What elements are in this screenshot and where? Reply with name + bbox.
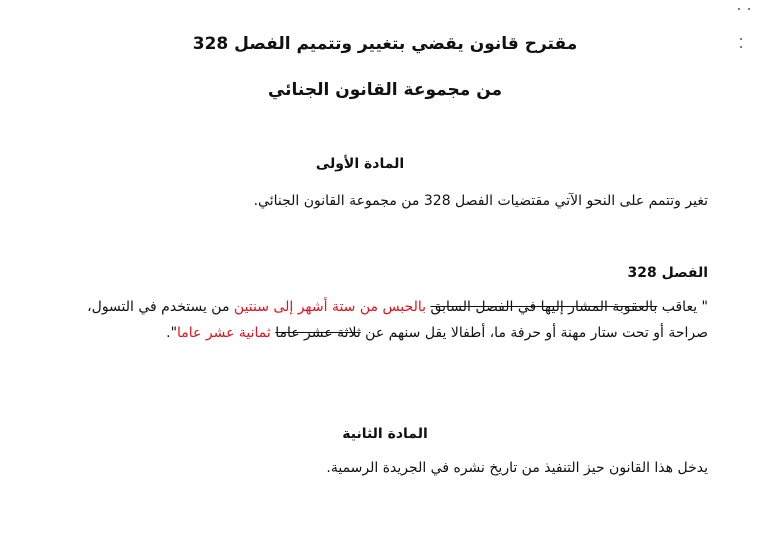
chapter-line2-amended-text: ثمانية عشر عاما	[177, 325, 276, 341]
article2-heading: المادة الثانية	[342, 426, 428, 442]
chapter-line2-plain-start: صراحة أو تحت ستار مهنة أو حرفة ما، أطفالا يقل سنهم عن	[360, 325, 708, 341]
document-title-line1: مقترح قانون يقضي بتغيير وتتميم الفصل 328	[192, 34, 578, 54]
scan-speck	[738, 8, 740, 10]
scan-speck	[740, 46, 742, 48]
chapter-text-line2	[166, 325, 708, 341]
scan-speck	[748, 8, 750, 10]
chapter-line1-plain-start: " يعاقب	[657, 299, 708, 315]
chapter-line2-deleted-text: ثلاثة عشر عاما	[275, 325, 361, 341]
article1-text: تغير وتتمم على النحو الآتي مقتضيات الفصل 328 من مجموعة القانون الجنائي.	[253, 193, 708, 209]
chapter-line1-plain-end: من يستخدم في التسول،	[87, 299, 234, 315]
chapter-line2-plain-end: ".	[166, 325, 178, 341]
chapter-heading: الفصل 328	[627, 265, 708, 281]
document-title-line2: من مجموعة القانون الجنائي	[267, 80, 503, 100]
article2-text: يدخل هذا القانون حيز التنفيذ من تاريخ نشره في الجريدة الرسمية.	[326, 460, 708, 476]
chapter-line1-deleted-text: بالعقوبة المشار إليها في الفصل السابق	[430, 299, 658, 315]
chapter-line1-amended-text: بالحبس من ستة أشهر إلى سنتين	[233, 299, 431, 315]
chapter-text-line1	[87, 299, 708, 315]
article1-heading: المادة الأولى	[315, 156, 405, 172]
scan-speck	[740, 38, 742, 40]
